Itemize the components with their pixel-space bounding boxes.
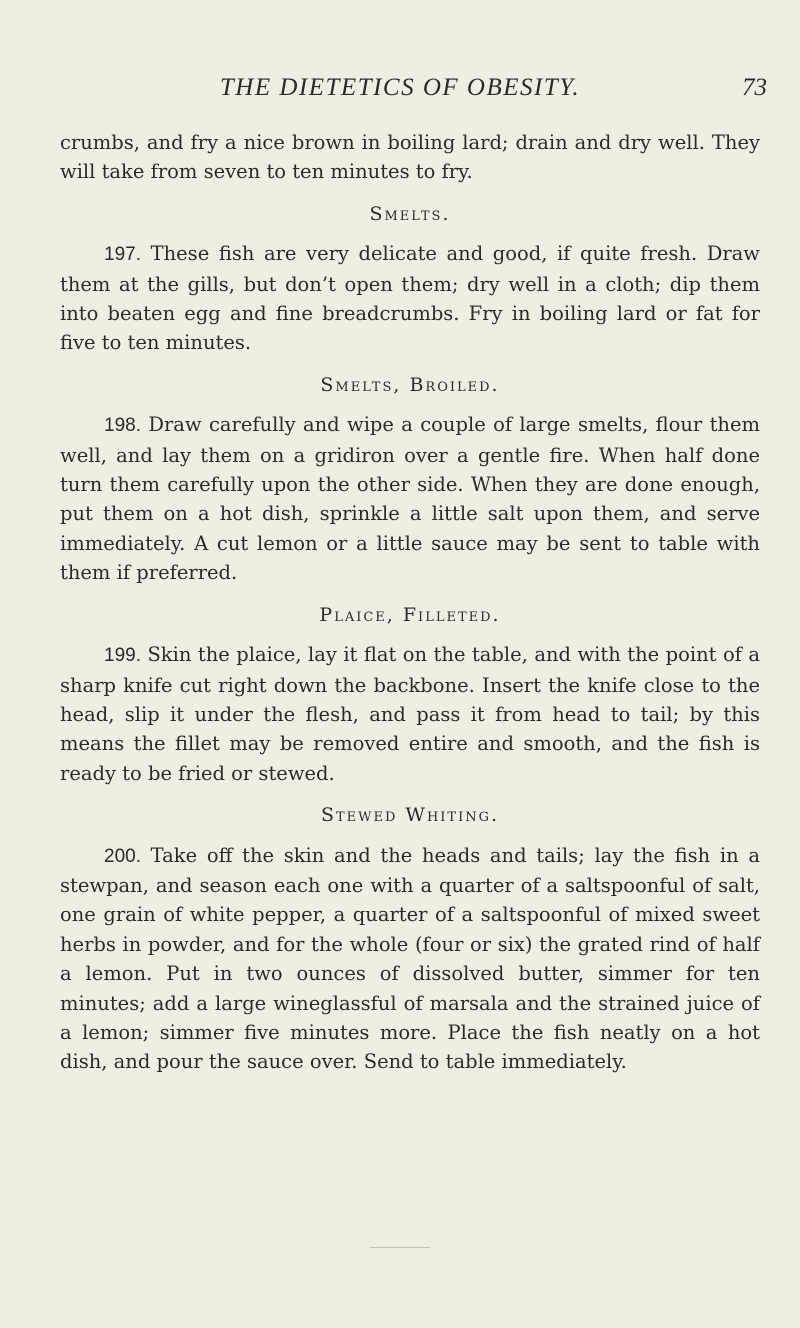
recipe-number: 197. [104,244,141,266]
recipe-heading-smelts: Smelts. [369,202,451,225]
recipe-text: Take off the skin and the heads and tails; lay the fish in a stewpan, and season each one with a quarter of a saltspoonful of salt, one grain of white pepper, a quarter of a saltspoonful of mixed sweet herbs in powder, and for the whole (four or six) the grated rind of half a lemon. Put in two ounces of dissolved butter, simmer for ten minutes; add a large wineglassful of marsala and the strained juice of a lemon; simmer five minutes more. Place the fish neatly on a hot dish, and pour the sauce over. Send to table immediately. [60,843,760,1074]
recipe-number: 199. [104,645,141,667]
recipe-heading-plaice-filleted: Plaice, Filleted. [319,603,501,626]
page-number: 73 [742,74,767,101]
page-body [60,128,760,1077]
running-head: THE DIETETICS OF OBESITY. [219,74,581,101]
recipe-text: These fish are very delicate and good, if quite fresh. Draw them at the gills, but don’t open them; dry well in a cloth; dip them into beaten egg and fine breadcrumbs. Fry in boiling lard or fat for five to ten minutes. [60,242,761,355]
footer-rule [370,1247,430,1248]
continuation-paragraph: crumbs, and fry a nice brown in boiling lard; drain and dry well. They will take from seven to ten minutes to fry. [60,131,760,184]
recipe-number: 198. [104,415,141,437]
recipe-number: 200. [104,845,141,867]
recipe-heading-stewed-whiting: Stewed Whiting. [320,804,500,827]
recipe-text: Skin the plaice, lay it flat on the table, and with the point of a sharp knife cut right down the backbone. Insert the knife close to the head, slip it under the flesh, and pass it from head to tail; by this means the fillet may be removed entire and smooth, and the fish is ready to be fried or stewed. [60,643,760,785]
recipe-paragraph-198 [60,410,760,587]
recipe-text: Draw carefully and wipe a couple of large smelts, flour them well, and lay them on a gridiron over a gentle fire. When half done turn them carefully upon the other side. When they are done enough, put them on a hot dish, sprinkle a little salt upon them, and serve immediately. A cut lemon or a little sauce may be sent to table with them if preferred. [60,413,761,585]
recipe-heading-smelts-broiled: Smelts, Broiled. [320,373,500,396]
recipe-paragraph-200 [60,841,760,1077]
recipe-paragraph-197 [60,239,760,358]
recipe-paragraph-199 [60,640,760,788]
